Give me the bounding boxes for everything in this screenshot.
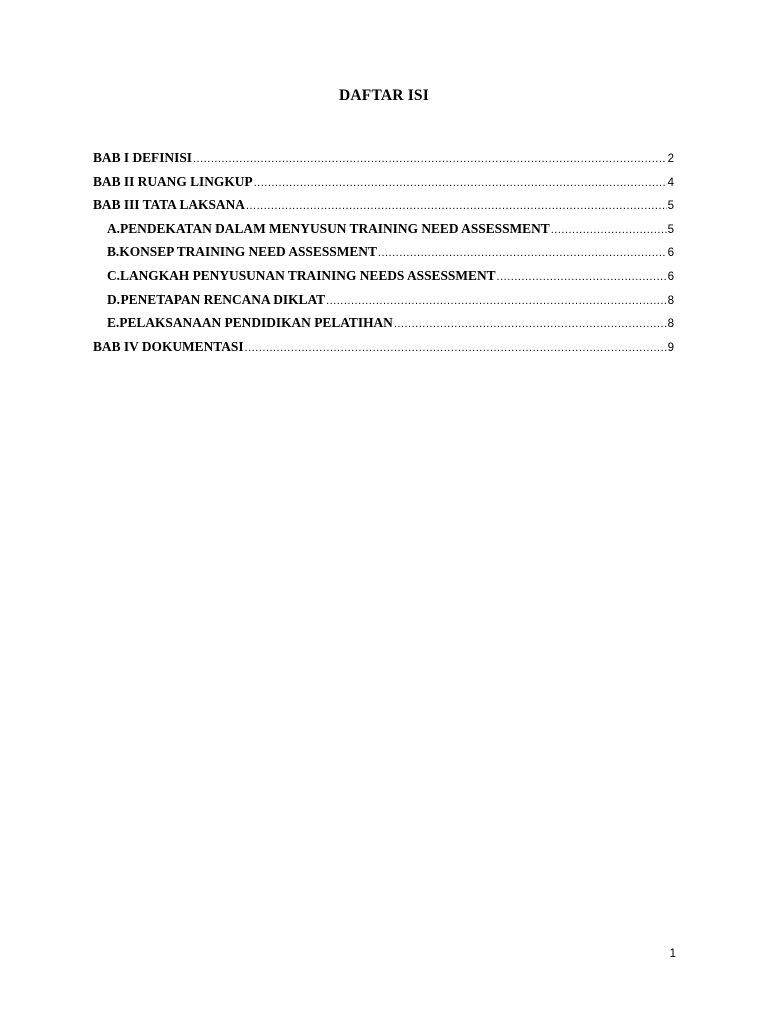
toc-entry-page: 8 bbox=[667, 294, 674, 307]
toc-entry-label: LANGKAH PENYUSUNAN TRAINING NEEDS ASSESSMENT bbox=[120, 267, 496, 283]
page-number: 1 bbox=[669, 948, 676, 960]
toc-entry-page: 6 bbox=[667, 247, 674, 260]
toc-entry-label: KONSEP TRAINING NEED ASSESSMENT bbox=[119, 244, 377, 260]
toc-subentry-a[interactable] bbox=[93, 221, 674, 245]
toc-entry-marker: C. bbox=[107, 267, 121, 283]
toc-entry-label: BAB III TATA LAKSANA bbox=[93, 197, 245, 213]
table-of-contents bbox=[93, 150, 674, 362]
toc-dot-leader bbox=[551, 224, 667, 236]
toc-entry-marker: B. bbox=[107, 244, 120, 260]
toc-entry-marker: D. bbox=[107, 291, 121, 307]
toc-entry-bab-3[interactable] bbox=[93, 197, 674, 221]
toc-entry-marker: E. bbox=[107, 315, 120, 331]
toc-entry-page: 6 bbox=[667, 270, 674, 283]
toc-entry-page: 8 bbox=[667, 318, 674, 331]
toc-dot-leader bbox=[193, 153, 667, 165]
toc-entry-label: PENETAPAN RENCANA DIKLAT bbox=[120, 291, 326, 307]
toc-subentry-d[interactable] bbox=[93, 292, 674, 316]
toc-dot-leader bbox=[394, 318, 667, 330]
toc-subentry-c[interactable] bbox=[93, 268, 674, 292]
toc-dot-leader bbox=[378, 247, 667, 259]
toc-entry-bab-2[interactable] bbox=[93, 174, 674, 198]
toc-entry-bab-1[interactable] bbox=[93, 150, 674, 174]
page-title: DAFTAR ISI bbox=[339, 87, 429, 104]
toc-entry-page: 2 bbox=[667, 153, 674, 165]
toc-dot-leader bbox=[497, 271, 667, 283]
toc-dot-leader bbox=[254, 177, 667, 189]
toc-entry-label: PELAKSANAAN PENDIDIKAN PELATIHAN bbox=[119, 315, 393, 331]
toc-dot-leader bbox=[246, 200, 667, 212]
toc-entry-label: PENDEKATAN DALAM MENYUSUN TRAINING NEED ASSESSMENT bbox=[120, 220, 550, 236]
toc-entry-page: 5 bbox=[667, 200, 674, 213]
toc-subentry-e[interactable] bbox=[93, 315, 674, 339]
toc-entry-label: BAB I DEFINISI bbox=[93, 150, 192, 165]
toc-dot-leader bbox=[245, 342, 667, 354]
toc-entry-marker: A. bbox=[107, 220, 121, 236]
toc-entry-bab-4[interactable] bbox=[93, 339, 674, 363]
toc-subentry-b[interactable] bbox=[93, 244, 674, 268]
toc-entry-label: BAB II RUANG LINGKUP bbox=[93, 173, 253, 189]
toc-entry-page: 4 bbox=[667, 176, 674, 189]
toc-dot-leader bbox=[326, 295, 667, 307]
toc-entry-page: 9 bbox=[667, 341, 674, 354]
toc-entry-label: BAB IV DOKUMENTASI bbox=[93, 338, 244, 354]
toc-entry-page: 5 bbox=[667, 223, 674, 236]
